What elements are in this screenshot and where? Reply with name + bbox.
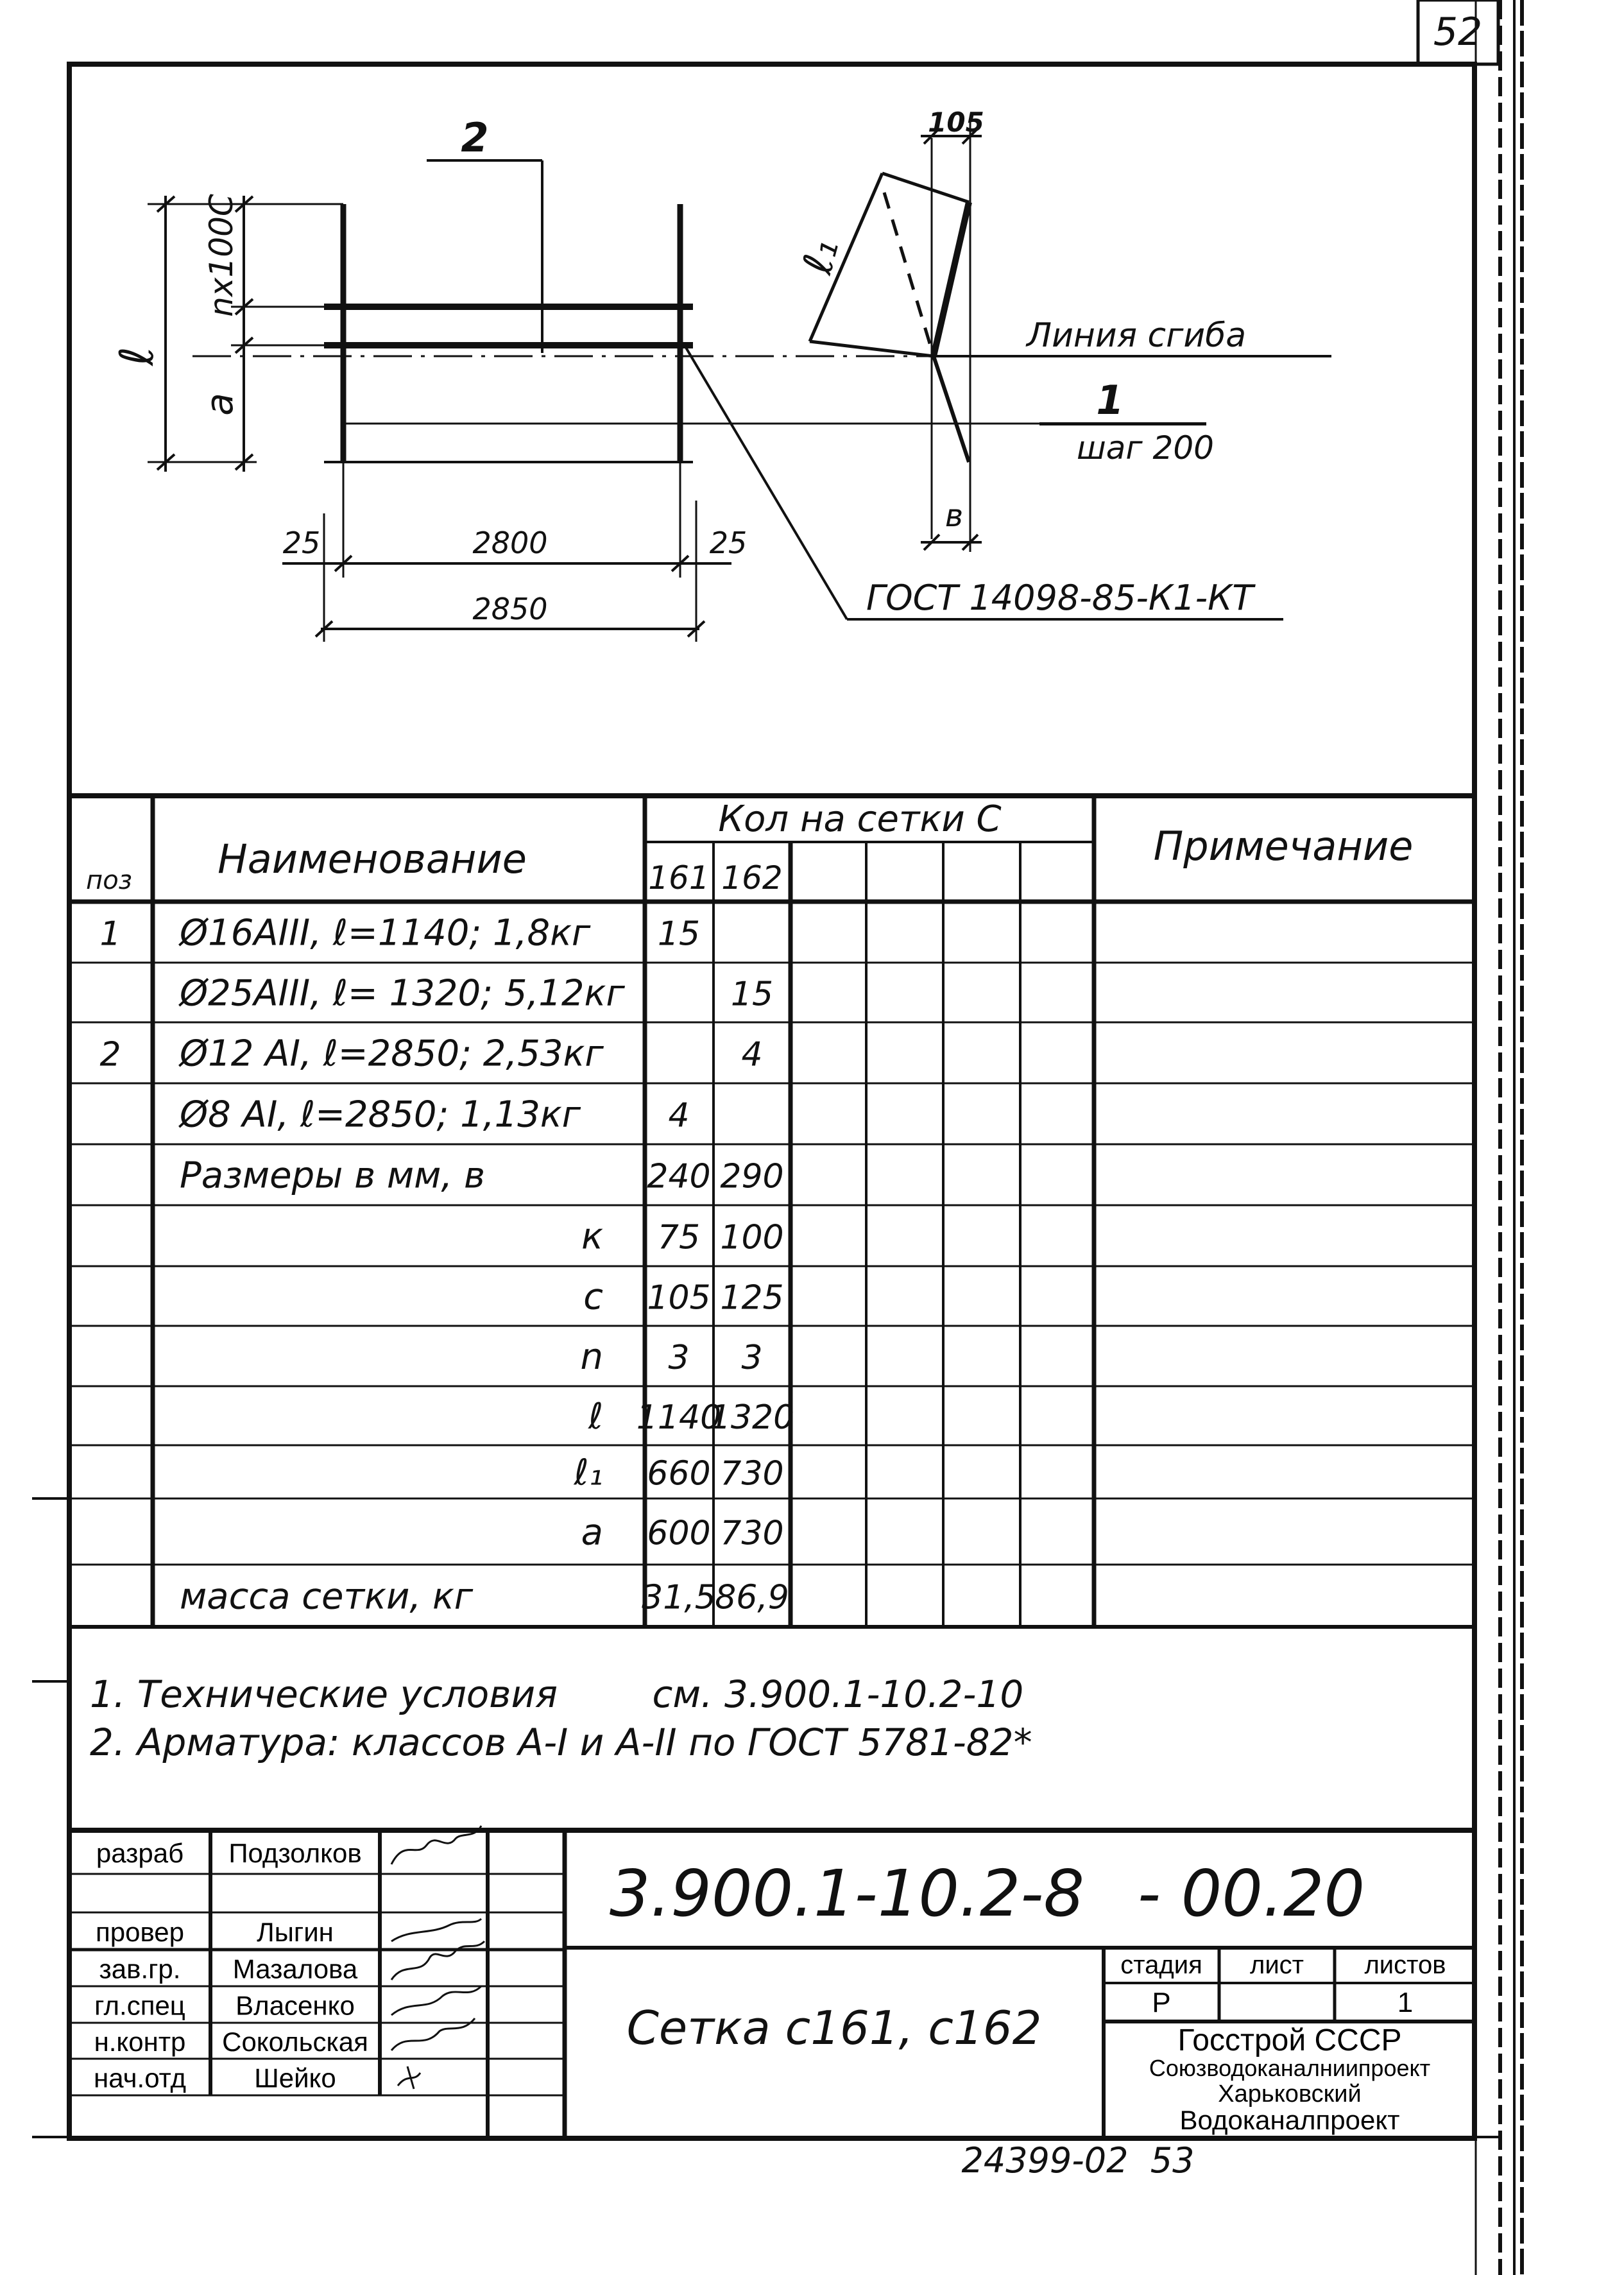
row-name: Размеры в мм, в	[180, 1155, 486, 1197]
row-c162: 730	[720, 1454, 784, 1493]
header-note: Примечание	[1153, 823, 1414, 870]
role-name: Власенко	[235, 1990, 355, 2021]
footer-number: 24399-02 53	[961, 2140, 1195, 2181]
row-name: с	[583, 1276, 603, 1318]
row-c161: 105	[647, 1278, 711, 1318]
row-name: ℓ₁	[574, 1452, 603, 1494]
dim-25-left: 25	[282, 526, 321, 560]
gost-weld-label: ГОСТ 14098-85-К1-КТ	[866, 578, 1254, 618]
dim-l: ℓ	[110, 347, 164, 366]
role-label: зав.гр.	[99, 1953, 181, 1984]
role-name: Шейко	[254, 2063, 336, 2093]
role-label: разраб	[96, 1838, 184, 1868]
row-c162: 125	[720, 1278, 784, 1318]
row-c162: 15	[730, 975, 774, 1014]
stage-label: стадия	[1120, 1951, 1202, 1979]
row-c162: 4	[741, 1035, 763, 1074]
header-pos: поз	[86, 866, 132, 895]
row-name: а	[581, 1511, 603, 1554]
dim-2850: 2850	[472, 592, 548, 626]
row-c161: 75	[657, 1218, 701, 1257]
sheets-label: листов	[1364, 1951, 1446, 1979]
row-c162: 3	[741, 1339, 763, 1377]
row-c162: 100	[720, 1218, 784, 1257]
row-pos: 2	[99, 1035, 121, 1074]
row-c161: 1140	[636, 1398, 722, 1437]
row-name: Ø8 АI, ℓ=2850; 1,13кг	[180, 1094, 581, 1136]
mesh-plan-view	[148, 160, 1328, 642]
row-c161: 31,5	[642, 1578, 716, 1617]
pos1-label: 1	[1096, 377, 1124, 424]
row-c161: 15	[657, 914, 701, 954]
row-c161: 660	[647, 1454, 711, 1493]
note-2: 2. Арматура: классов А-I и А-II по ГОСТ 5781-82*	[90, 1721, 1032, 1764]
dim-nx100c: nx100C	[203, 194, 240, 317]
row-c162: 730	[720, 1514, 784, 1553]
row-pos: 1	[99, 914, 121, 954]
pos2-label: 2	[461, 114, 489, 161]
row-name: Ø16АIII, ℓ=1140; 1,8кг	[180, 912, 591, 954]
org-line-1: Госстрой СССР	[1177, 2023, 1402, 2057]
row-c161: 240	[647, 1157, 711, 1196]
general-notes	[90, 1672, 1032, 1764]
row-c161: 3	[668, 1339, 690, 1377]
signatures	[391, 1826, 484, 2089]
role-label: нач.отд	[94, 2063, 186, 2093]
sheet-number: 52	[1433, 10, 1483, 55]
row-name: к	[581, 1215, 603, 1258]
dim-l1: ℓ₁	[794, 234, 849, 279]
role-label: н.контр	[94, 2027, 186, 2057]
spec-table-header	[86, 798, 1413, 897]
row-name: масса сетки, кг	[180, 1575, 474, 1618]
sheet-number-box	[1418, 0, 1498, 64]
row-name: ℓ	[588, 1396, 603, 1438]
spec-table-rows	[99, 913, 794, 1618]
sheets-value: 1	[1397, 1987, 1414, 2018]
role-name: Подзолков	[228, 1838, 362, 1868]
role-name: Лыгин	[257, 1917, 334, 1947]
row-c162: 86,9	[715, 1578, 789, 1617]
doc-code: 3.900.1-10.2-8	[609, 1856, 1085, 1931]
row-c162: 290	[720, 1157, 784, 1196]
row-name: Ø12 АI, ℓ=2850; 2,53кг	[180, 1033, 604, 1075]
note-1: 1. Технические условия см. 3.900.1-10.2-10	[90, 1672, 1024, 1716]
header-name: Наименование	[218, 836, 527, 882]
doc-suffix: - 00.20	[1137, 1856, 1365, 1931]
org-line-4: Водоканалпроект	[1179, 2105, 1400, 2135]
sheet-frame	[32, 0, 1522, 2275]
dim-105: 105	[928, 107, 984, 138]
role-label: провер	[95, 1917, 185, 1947]
header-c162: 162	[721, 859, 783, 897]
row-name: n	[580, 1336, 603, 1378]
role-label: гл.спец	[94, 1990, 185, 2021]
org-line-3: Харьковский	[1218, 2081, 1362, 2108]
pitch-label: шаг 200	[1077, 429, 1214, 467]
row-c161: 600	[647, 1514, 711, 1553]
header-qty: Кол на сетки С	[718, 798, 1002, 840]
dim-b: в	[944, 498, 964, 534]
row-c161: 4	[668, 1096, 690, 1135]
row-c162: 1320	[709, 1398, 795, 1437]
role-name: Сокольская	[222, 2027, 368, 2057]
row-name: Ø25АIII, ℓ= 1320; 5,12кг	[180, 972, 625, 1015]
dim-a: a	[198, 393, 241, 416]
header-c161: 161	[648, 859, 710, 897]
sheet-label: лист	[1249, 1951, 1304, 1979]
dim-25-right: 25	[709, 526, 748, 560]
doc-title: Сетка с161, с162	[626, 2001, 1042, 2055]
bend-line-label: Линия сгиба	[1027, 316, 1247, 355]
dim-2800: 2800	[472, 526, 548, 560]
role-name: Мазалова	[232, 1953, 358, 1984]
stage-value: Р	[1152, 1987, 1171, 2018]
org-line-2: Союзводоканалниипроект	[1149, 2055, 1431, 2081]
